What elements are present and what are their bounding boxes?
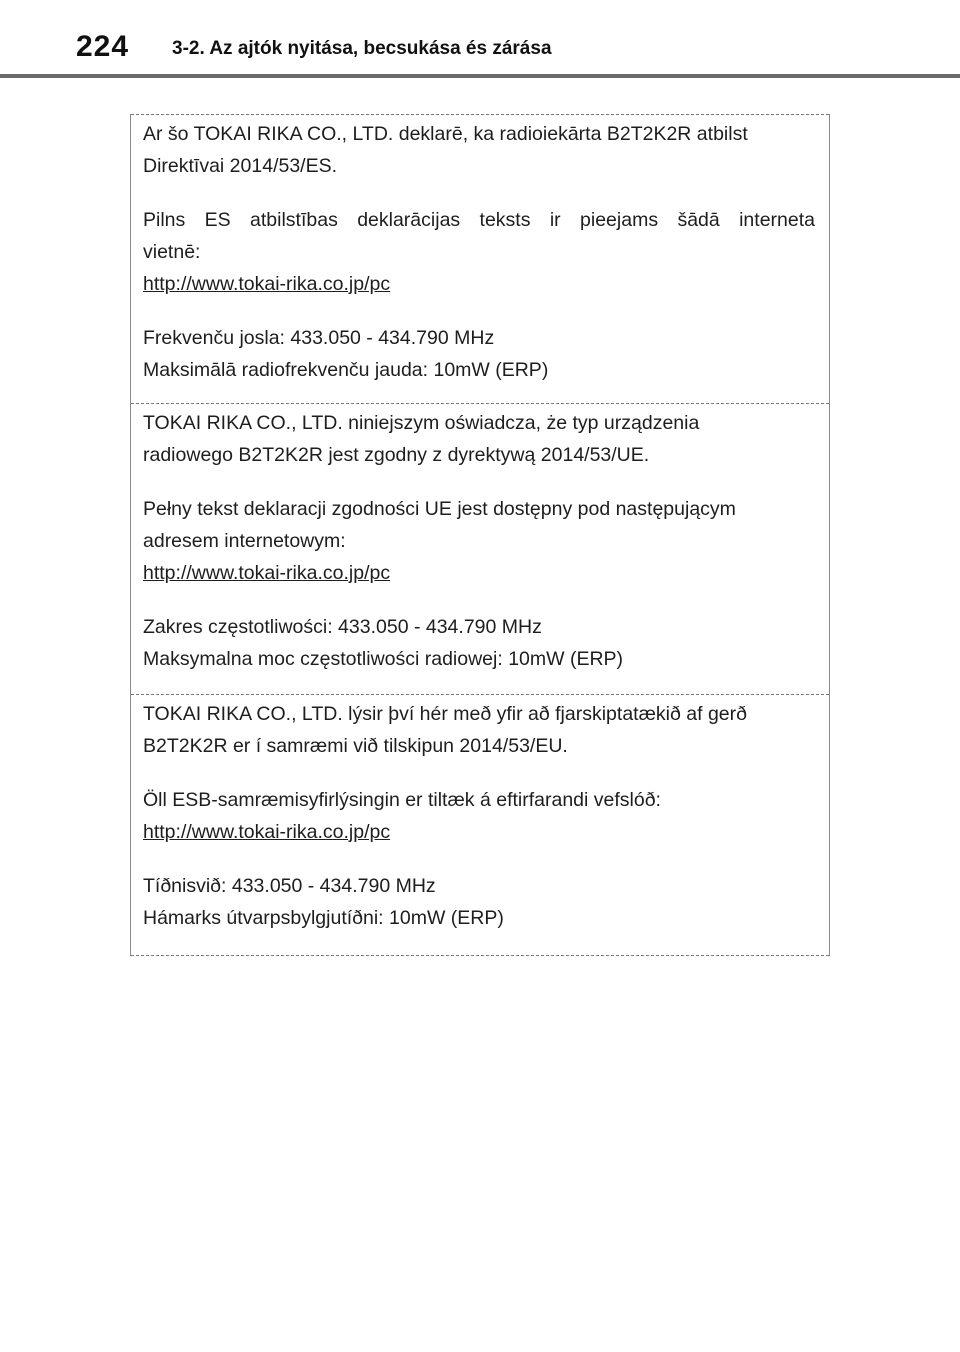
full-text-line: Pilns ES atbilstības deklarācijas teksts ir pieejams šādā interneta [143,209,815,231]
declaration-paragraph [143,698,815,762]
max-power: Hámarks útvarpsbylgjutíðni: 10mW (ERP) [143,907,504,929]
full-text-paragraph [143,493,815,589]
declaration-line: radiowego B2T2K2R jest zgodny z dyrektywą 2014/53/UE. [143,444,650,466]
max-power: Maksimālā radiofrekvenču jauda: 10mW (ERP) [143,359,549,381]
frequency-paragraph [143,870,815,934]
page-header [0,0,960,80]
notice-block-latvian [131,114,829,403]
full-text-line: Pełny tekst deklaracji zgodności UE jest dostępny pod następującym [143,498,736,520]
page-number: 224 [76,30,130,63]
declaration-line: TOKAI RIKA CO., LTD. niniejszym oświadcza, że typ urządzenia [143,412,700,434]
declaration-url-link[interactable]: http://www.tokai-rika.co.jp/pc [143,821,391,843]
full-text-line: Öll ESB-samræmisyfirlýsingin er tiltæk á eftirfarandi vefslóð: [143,789,661,811]
full-text-paragraph [143,204,815,300]
declaration-line: Direktīvai 2014/53/ES. [143,155,338,177]
declaration-paragraph [143,118,815,182]
notice-block-icelandic [131,694,829,956]
full-text-line: adresem internetowym: [143,530,346,552]
declaration-paragraph [143,407,815,471]
declaration-line: B2T2K2R er í samræmi við tilskipun 2014/53/EU. [143,735,568,757]
frequency-band: Tíðnisvið: 433.050 - 434.790 MHz [143,875,436,897]
max-power: Maksymalna moc częstotliwości radiowej: 10mW (ERP) [143,648,624,670]
conformity-notice-box [130,114,830,956]
declaration-url-link[interactable]: http://www.tokai-rika.co.jp/pc [143,562,391,584]
header-divider [0,74,960,78]
section-title: 3-2. Az ajtók nyitása, becsukása és zárása [172,38,552,59]
full-text-paragraph [143,784,815,848]
declaration-line: Ar šo TOKAI RIKA CO., LTD. deklarē, ka radioiekārta B2T2K2R atbilst [143,123,748,145]
frequency-paragraph [143,611,815,675]
declaration-url-link[interactable]: http://www.tokai-rika.co.jp/pc [143,273,391,295]
frequency-paragraph [143,322,815,386]
frequency-band: Frekvenču josla: 433.050 - 434.790 MHz [143,327,495,349]
frequency-band: Zakres częstotliwości: 433.050 - 434.790 MHz [143,616,542,638]
notice-block-polish [131,403,829,694]
full-text-line: vietnē: [143,241,201,263]
declaration-line: TOKAI RIKA CO., LTD. lýsir því hér með yfir að fjarskiptatækið af gerð [143,703,747,725]
